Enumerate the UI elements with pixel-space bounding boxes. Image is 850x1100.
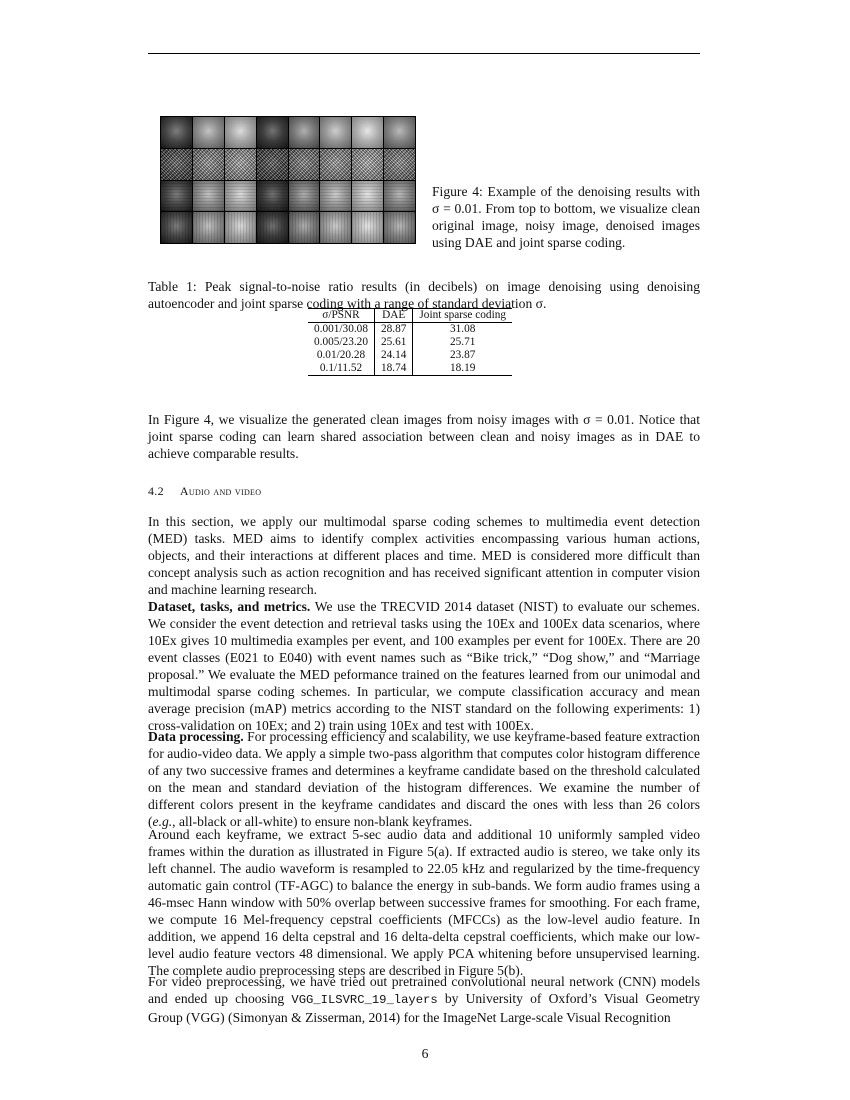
table-header-row: [308, 309, 512, 323]
cell-sigma: 0.001/30.08: [314, 323, 368, 335]
psnr-table: [308, 308, 512, 376]
cell-sigma: 0.01/20.28: [316, 349, 366, 361]
figure-thumbnail: [193, 149, 224, 180]
figure-thumbnail: [289, 212, 320, 243]
table-1-caption: Table 1: Peak signal-to-noise ratio results (in decibels) on image denoising using denoising autoencoder and joint sparse coding with a range of standard deviation σ.: [148, 279, 700, 311]
figure-thumbnail: [257, 212, 288, 243]
figure-thumbnail: [225, 117, 256, 148]
figure-thumbnail: [384, 212, 415, 243]
figure-thumbnail: [161, 181, 192, 212]
figure-thumbnail: [384, 149, 415, 180]
figure-thumbnail: [352, 149, 383, 180]
figure-thumbnail: [193, 117, 224, 148]
cell-sigma: 0.1/11.52: [308, 362, 374, 376]
figure-thumbnail: [161, 212, 192, 243]
paragraph-lead: Dataset, tasks, and metrics.: [148, 599, 311, 614]
cell-joint: 18.19: [413, 362, 512, 376]
figure-thumbnail: [289, 117, 320, 148]
cell-dae: 28.87: [374, 323, 412, 337]
cell-dae: 18.74: [374, 362, 412, 376]
figure-thumbnail: [384, 181, 415, 212]
figure-thumbnail: [225, 149, 256, 180]
figure-thumbnail: [225, 181, 256, 212]
cell-dae: 25.61: [374, 336, 412, 349]
paragraph-text: We use the TRECVID 2014 dataset (NIST) to evaluate our schemes. We consider the event detection and retrieval tasks using the 10Ex and 100Ex data scenarios, where 10Ex gives 10 multimedia examples per event, and 100 examples per event for 100Ex. There are 20 event classes (E021 to E040) with event names such as “Bike trick,” “Dog show,” and “Marriage proposal.” We evaluate the MED peformance trained on the features learned from our unimodal and multimodal sparse coding schemes. In particular, we compute classification accuracy and mean average precision (mAP) metrics according to the NIST standard on the following experiments: 1) cross-validation on 10Ex; and 2) train using 10Ex and test with 100Ex.: [148, 599, 700, 733]
cell-joint: 25.71: [413, 336, 512, 349]
figure-thumbnail: [257, 117, 288, 148]
header-sigma-psnr: σ/PSNR: [308, 309, 374, 323]
section-title: Audio and video: [179, 484, 262, 498]
paragraph-text: by University of Oxford’s Visual Geometry Group (VGG) (Simonyan & Zisserman, 2014) for the ImageNet Large-scale Visual Recognition: [148, 991, 701, 1025]
figure-thumbnail: [289, 149, 320, 180]
figure-thumbnail: [289, 181, 320, 212]
figure-thumbnail: [193, 181, 224, 212]
paragraph-text: For processing efficiency and scalability, we use keyframe-based feature extraction for audio-video data. We apply a simple two-pass algorithm that computes color histogram difference of any two successive frames and determines a keyframe candidate based on the threshold calculated on the mean and standard deviation of the histogram differences. We examine the number of different colors present in the keyframe candidates and discard the ones with less than 26 colors (: [148, 729, 700, 829]
paragraph-intro: In this section, we apply our multimodal sparse coding schemes to multimedia event detection (MED) tasks. MED aims to identify complex activities encompassing various human actions, objects, and their interactions at different places and time. MED is considered more difficult than concept analysis such as action recognition and has received significant attention in computer vision and machine learning research.: [148, 514, 700, 597]
header-joint-sparse-coding: Joint sparse coding: [413, 309, 512, 323]
header-dae: DAE: [374, 309, 412, 323]
figure-thumbnail: [352, 117, 383, 148]
cell-joint: 31.08: [413, 323, 512, 337]
paragraph-text: , all-black or all-white) to ensure non-blank keyframes.: [172, 814, 473, 829]
paragraph-audio: Around each keyframe, we extract 5-sec audio data and additional 10 uniformly sampled video frames within the duration as illustrated in Figure 5(a). If extracted audio is stereo, we take only its left channel. The audio waveform is resampled to 22.05 kHz and regularized by the time-frequency automatic gain control (TF-AGC) to balance the energy in sub-bands. We form audio frames using a 46-msec Hann window with 50% overlap between successive frames for smoothing. For each frame, we compute 16 Mel-frequency cepstral coefficients (MFCCs) as the low-level audio feature. In addition, we append 16 delta cepstral and 16 delta-delta cepstral coefficients, which make our low-level audio feature vectors 48 dimensional. We apply PCA whitening before unsupervised learning. The complete audio preprocessing steps are described in Figure 5(b).: [148, 827, 700, 978]
figure-thumbnail: [193, 212, 224, 243]
figure-thumbnail: [161, 149, 192, 180]
table-row: [308, 349, 512, 362]
figure-thumbnail: [161, 117, 192, 148]
figure-thumbnail: [320, 181, 351, 212]
eg-abbrev: e.g.: [152, 814, 173, 829]
cell-joint: 23.87: [413, 349, 512, 362]
table-row: [308, 323, 512, 337]
paragraph-figure-4: In Figure 4, we visualize the generated clean images from noisy images with σ = 0.01. Notice that joint sparse coding can learn shared association between clean and noisy images as in DAE to achieve comparable results.: [148, 412, 700, 461]
paragraph-lead: Data processing.: [148, 729, 244, 744]
figure-4-caption: Figure 4: Example of the denoising results with σ = 0.01. From top to bottom, we visualize clean original image, noisy image, denoised images using DAE and joint sparse coding.: [432, 184, 700, 250]
cell-sigma: 0.005/23.20: [314, 336, 368, 348]
paragraph-text: For video preprocessing, we have tried out pretrained convolutional neural network (CNN) models and ended up choosing: [148, 974, 700, 1006]
section-heading: [148, 484, 261, 499]
figure-thumbnail: [257, 149, 288, 180]
page-number: 6: [421, 1046, 429, 1061]
header-rule: [148, 53, 700, 54]
figure-thumbnail: [384, 117, 415, 148]
figure-thumbnail: [320, 149, 351, 180]
figure-thumbnail: [352, 181, 383, 212]
figure-thumbnail: [352, 212, 383, 243]
figure-thumbnail: [320, 117, 351, 148]
cell-dae: 24.14: [374, 349, 412, 362]
section-number: 4.2: [148, 484, 164, 498]
paragraph-data-processing: [148, 728, 700, 830]
model-name: VGG_ILSVRC_19_layers: [291, 993, 438, 1007]
figure-thumbnail: [320, 212, 351, 243]
figure-thumbnail: [225, 212, 256, 243]
table-row: [308, 362, 512, 376]
figure-thumbnail: [257, 181, 288, 212]
paragraph-dataset: [148, 598, 700, 734]
paragraph-video: [148, 973, 700, 1026]
denoising-figure-grid: [160, 116, 416, 244]
table-row: [308, 336, 512, 349]
